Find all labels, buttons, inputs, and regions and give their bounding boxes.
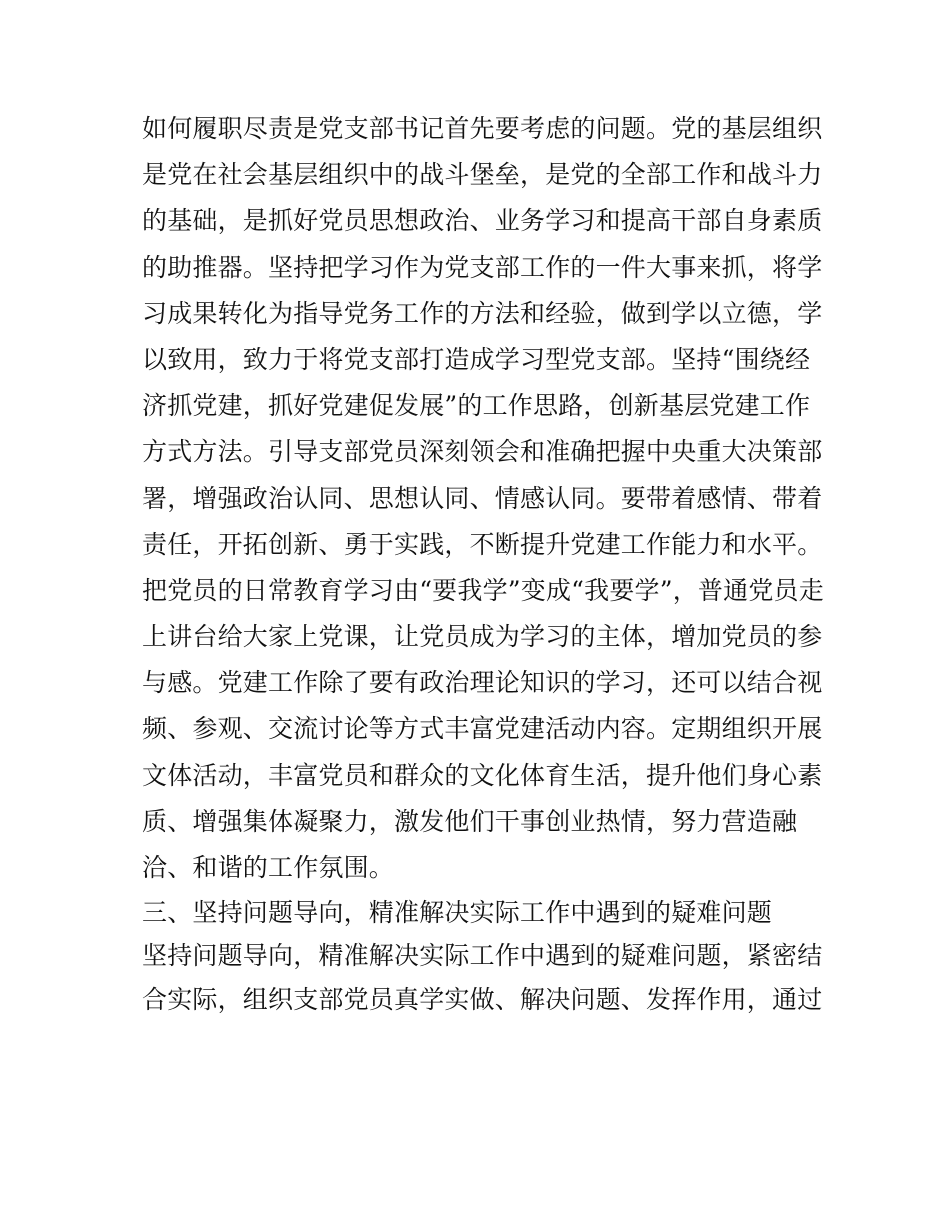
paragraph-line: 署，增强政治认同、思想认同、情感认同。要带着感情、带着 (142, 483, 823, 513)
section-paragraph-line: 合实际，组织支部党员真学实做、解决问题、发挥作用，通过 (142, 985, 823, 1015)
paragraph-line: 责任，开拓创新、勇于实践，不断提升党建工作能力和水平。 (142, 529, 823, 559)
paragraph-line: 质、增强集体凝聚力，激发他们干事创业热情，努力营造融 (142, 806, 798, 836)
paragraph-line: 文体活动，丰富党员和群众的文化体育生活，提升他们身心素 (142, 760, 823, 790)
paragraph-line: 的助推器。坚持把学习作为党支部工作的一件大事来抓，将学 (142, 252, 823, 282)
paragraph-line: 上讲台给大家上党课，让党员成为学习的主体，增加党员的参 (142, 622, 823, 652)
paragraph-line: 是党在社会基层组织中的战斗堡垒，是党的全部工作和战斗力 (142, 160, 823, 190)
paragraph-line: 如何履职尽责是党支部书记首先要考虑的问题。党的基层组织 (142, 114, 823, 143)
section-heading: 三、坚持问题导向，精准解决实际工作中遇到的疑难问题 (142, 898, 773, 928)
section-paragraph-line: 坚持问题导向，精准解决实际工作中遇到的疑难问题，紧密结 (142, 941, 823, 971)
body-text (142, 106, 822, 1023)
paragraph-line: 频、参观、交流讨论等方式丰富党建活动内容。定期组织开展 (142, 714, 823, 744)
paragraph-line: 洽、和谐的工作氛围。 (142, 853, 395, 882)
paragraph-line: 的基础，是抓好党员思想政治、业务学习和提高干部自身素质 (142, 206, 823, 236)
paragraph-line: 与感。党建工作除了要有政治理论知识的学习，还可以结合视 (142, 668, 823, 698)
paragraph-line: 以致用，致力于将党支部打造成学习型党支部。坚持“围绕经 (142, 344, 811, 374)
paragraph-line: 习成果转化为指导党务工作的方法和经验，做到学以立德，学 (142, 298, 823, 328)
paragraph-line: 济抓党建，抓好党建促发展”的工作思路，创新基层党建工作 (142, 391, 811, 421)
paragraph-line: 方式方法。引导支部党员深刻领会和准确把握中央重大决策部 (142, 437, 823, 467)
paragraph-line: 把党员的日常教育学习由“要我学”变成“我要学”，普通党员走 (142, 575, 824, 605)
